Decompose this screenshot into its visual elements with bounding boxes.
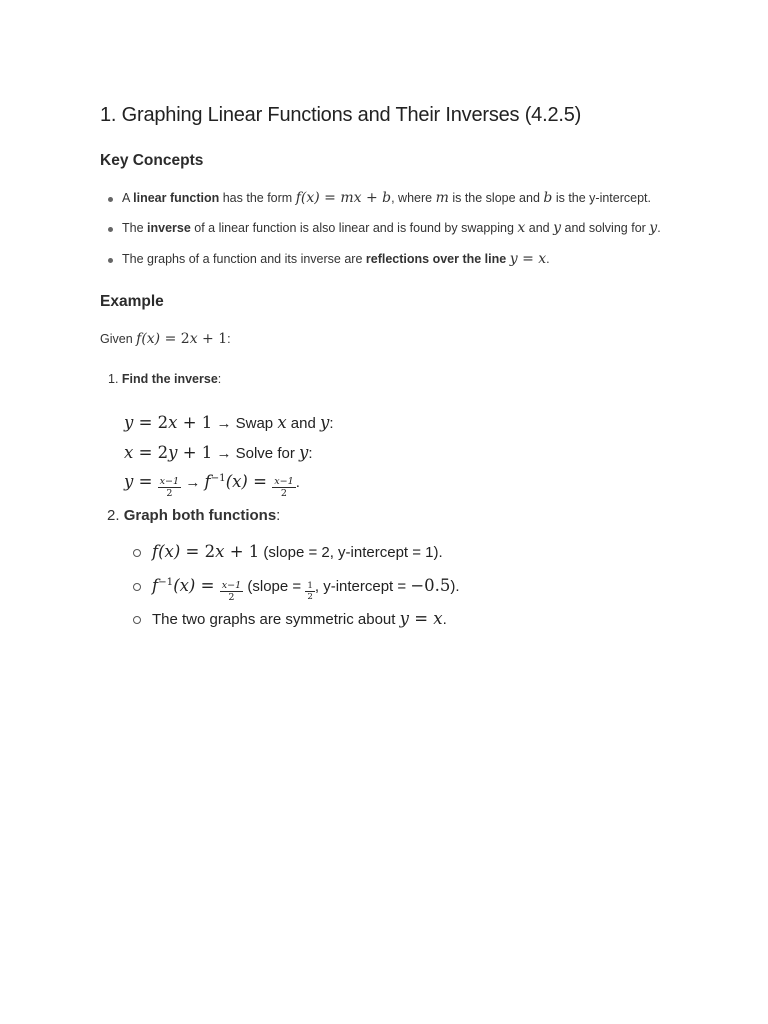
circle-bullet-icon [133,616,141,624]
formula-eq3-left: y = $\frac{x-1}{2}$ [124,472,180,500]
example-heading: Example [100,293,164,310]
formula-eq2: x = 2y + 1 [124,443,213,462]
formula-y-equals-x: y = x [399,609,443,628]
page-title: 1. Graphing Linear Functions and Their Inverses (4.2.5) [100,104,582,126]
formula-linear: f(x) = mx + b [295,190,392,206]
given-line: Given f(x) = 2x + 1: [100,331,231,347]
equation-step-1: y = 2x + 1 → Swap x and y: [124,413,334,432]
key-concepts-heading: Key Concepts [100,152,204,169]
circle-bullet-icon [133,583,141,591]
bullet-icon [108,227,113,232]
step-graph-both: 2. Graph both functions: [107,507,281,524]
equation-step-2: x = 2y + 1 → Solve for y: [124,443,313,462]
formula-eq3-right: $f^{-1}(x)$ = $\frac{x-1}{2}$ [204,472,294,500]
bullet-icon [108,258,113,263]
bullet-icon [108,197,113,202]
formula-eq1: y = 2x + 1 [124,413,213,432]
fraction-one-half: $\frac{1}{2}$ [307,580,313,603]
formula-y-equals-x: y = x [509,251,547,267]
circle-bullet-icon [133,549,141,557]
formula-f: f(x) = 2x + 1 [152,542,260,561]
step-find-inverse: 1. Find the inverse: [108,372,222,386]
value-negative-half: −0.5 [410,576,451,595]
formula-given: f(x) = 2x + 1 [136,331,228,347]
equation-step-3: y = $\frac{x-1}{2}$ → $f^{-1}(x)$ = $\frac{x-1}{2}$ . [124,472,300,500]
formula-f-inverse: $f^{-1}(x)$ = $\frac{x-1}{2}$ [152,576,242,604]
